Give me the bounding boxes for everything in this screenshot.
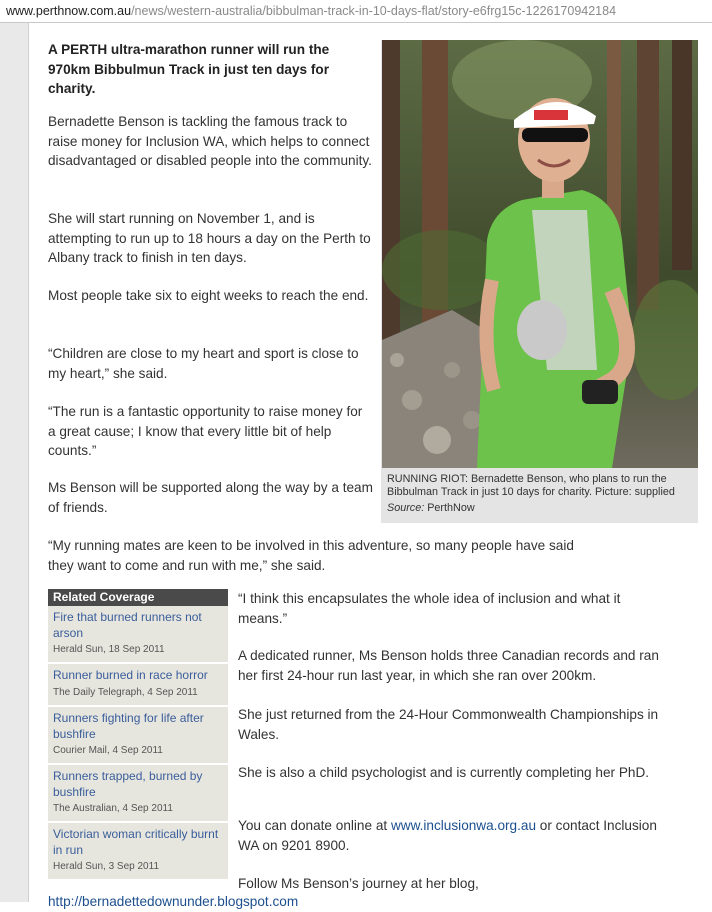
paragraph-4: “Children are close to my heart and sport is close to my heart,” she said.: [48, 346, 359, 381]
paragraph-11: She is also a child psychologist and is currently completing her PhD.: [238, 765, 650, 780]
related-meta: Herald Sun, 3 Sep 2011: [53, 861, 160, 872]
related-item[interactable]: [48, 823, 228, 881]
follow-paragraph: Follow Ms Benson’s journey at her blog,: [238, 876, 479, 891]
related-meta: The Australian, 4 Sep 2011: [53, 803, 173, 814]
address-bar[interactable]: [0, 0, 712, 23]
source-value: PerthNow: [424, 502, 475, 514]
photo-source: [387, 502, 475, 514]
url-path: /news/western-australia/bibbulman-track-in-10-days-flat/story-e6frg15c-1226170942184: [131, 4, 617, 18]
related-title-link[interactable]: Runners fighting for life after bushfire: [53, 711, 204, 741]
photo-caption: RUNNING RIOT: Bernadette Benson, who plans to run the Bibbulman Track in just 10 days for charity. Picture: supplied: [387, 473, 675, 498]
blog-link[interactable]: http://bernadettedownunder.blogspot.com: [48, 894, 299, 909]
paragraph-1: Bernadette Benson is tackling the famous track to raise money for Inclusion WA, which helps to connect disadvantaged or disabled people into the community.: [48, 114, 372, 168]
related-item[interactable]: [48, 765, 228, 823]
related-title-link[interactable]: Runners trapped, burned by bushfire: [53, 769, 203, 799]
donate-suffix: or contact Inclusion WA on 9201 8900.: [238, 818, 657, 853]
source-label: Source:: [387, 502, 425, 514]
related-item[interactable]: [48, 664, 228, 707]
donate-paragraph: [238, 816, 668, 855]
related-heading: Related Coverage: [48, 589, 228, 606]
related-meta: Courier Mail, 4 Sep 2011: [53, 745, 163, 756]
related-title-link[interactable]: Victorian woman critically burnt in run: [53, 827, 219, 857]
paragraph-5: “The run is a fantastic opportunity to raise money for a great cause; I know that every little bit of help counts.”: [48, 404, 363, 458]
paragraph-9: A dedicated runner, Ms Benson holds three Canadian records and ran her first 24-hour run last year, in which she ran over 200km.: [238, 648, 659, 683]
paragraph-8: “I think this encapsulates the whole idea of inclusion and what it means.”: [238, 591, 621, 626]
related-item[interactable]: [48, 707, 228, 765]
article-lead: A PERTH ultra-marathon runner will run the 970km Bibbulmun Track in just ten days for charity.: [48, 42, 330, 96]
runner-photo[interactable]: [382, 40, 698, 468]
donate-link[interactable]: www.inclusionwa.org.au: [390, 818, 537, 833]
article-figure: [381, 40, 698, 523]
paragraph-3: Most people take six to eight weeks to reach the end.: [48, 288, 369, 303]
related-coverage: [48, 589, 228, 882]
related-meta: Herald Sun, 18 Sep 2011: [53, 644, 165, 655]
paragraph-2: She will start running on November 1, and is attempting to run up to 18 hours a day on the Perth to Albany track to finish in ten days.: [48, 211, 371, 265]
related-meta: The Daily Telegraph, 4 Sep 2011: [53, 686, 198, 698]
paragraph-6: Ms Benson will be supported along the way by a team of friends.: [48, 480, 373, 515]
related-title-link[interactable]: Runner burned in race horror: [53, 668, 208, 682]
donate-prefix: You can donate online at: [238, 818, 391, 833]
paragraph-10: She just returned from the 24-Hour Commonwealth Championships in Wales.: [238, 707, 659, 742]
left-margin-strip: [0, 23, 29, 902]
paragraph-7: “My running mates are keen to be involved in this adventure, so many people have said they want to come and run with me,” she said.: [48, 538, 574, 573]
url-domain: www.perthnow.com.au: [6, 4, 132, 18]
related-item[interactable]: [48, 606, 228, 664]
related-title-link[interactable]: Fire that burned runners not arson: [53, 610, 202, 640]
